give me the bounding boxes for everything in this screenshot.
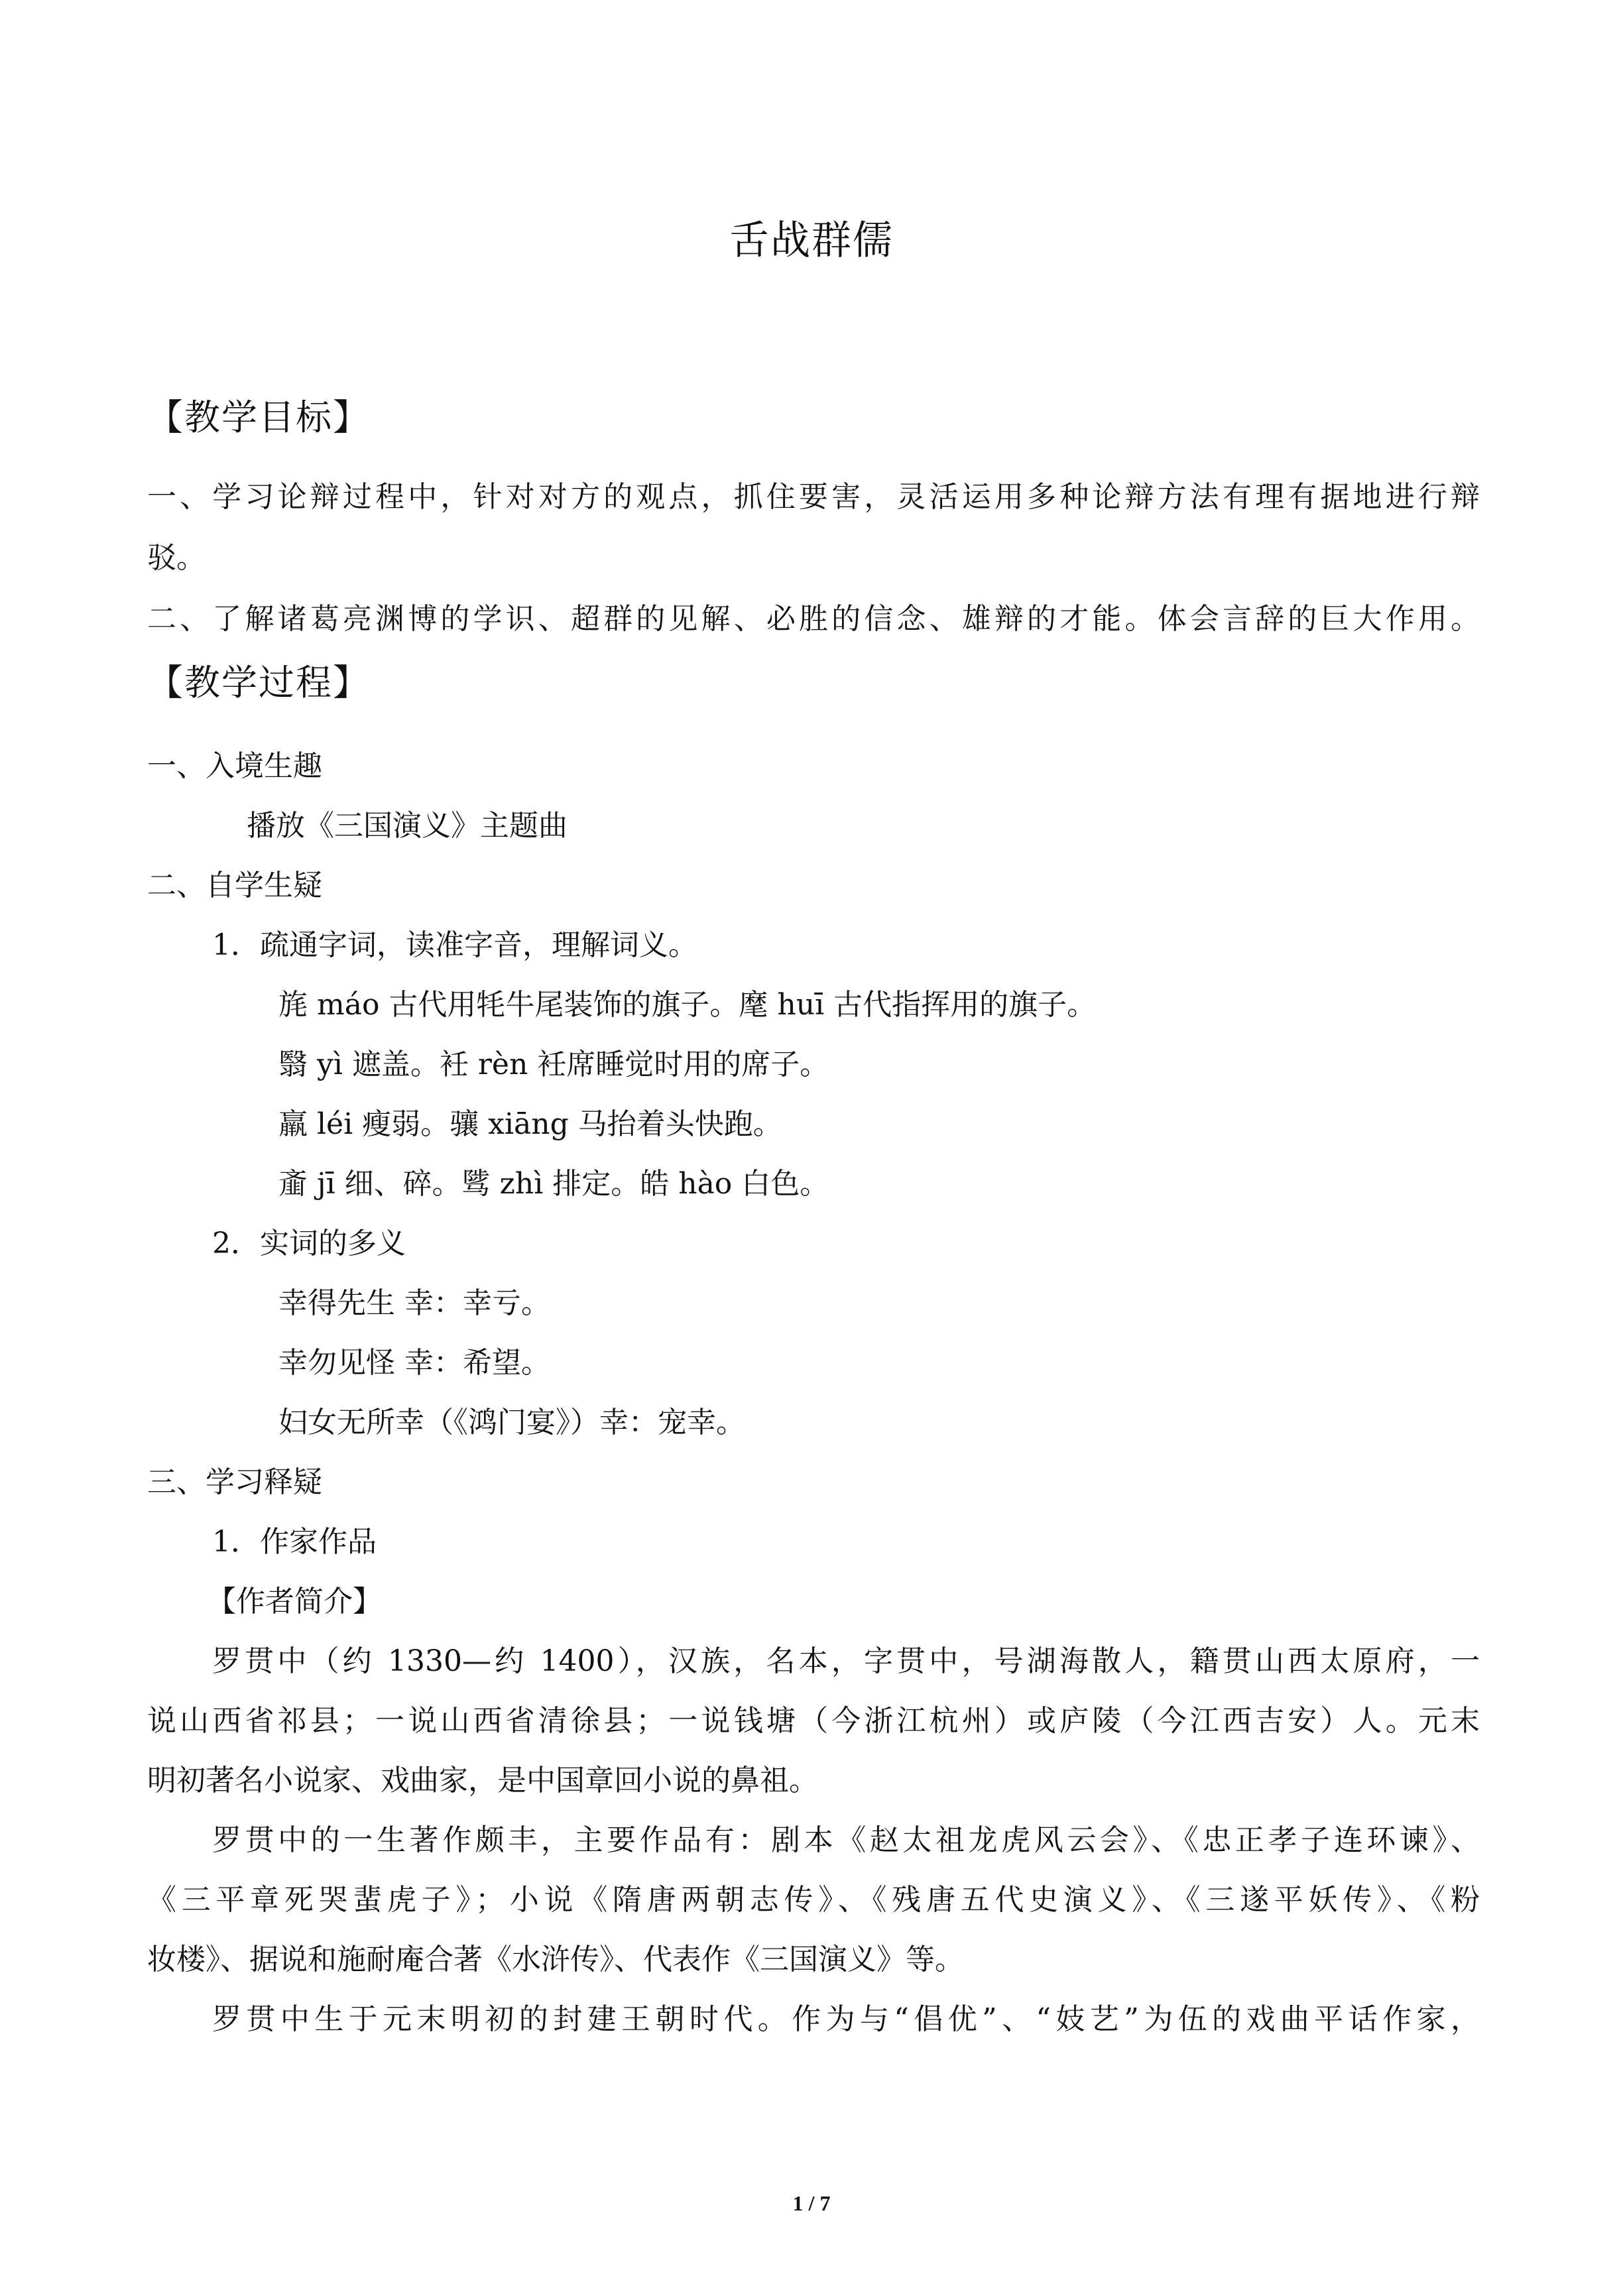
vocab-line: 羸 léi 瘦弱。骧 xiāng 马抬着头快跑。 xyxy=(278,1107,782,1141)
vocab-line: 旄 máo 古代用牦牛尾装饰的旗子。麾 huī 古代指挥用的旗子。 xyxy=(278,988,1097,1022)
author-paragraph-line: 罗贯中生于元末明初的封建王朝时代。作为与“倡优”、“妓艺”为伍的戏曲平话作家， xyxy=(212,2002,1480,2036)
page-number: 1 / 7 xyxy=(792,2191,831,2215)
author-heading: 【作者简介】 xyxy=(207,1585,382,1618)
meaning-line: 妇女无所幸（《鸿门宴》）幸：宠幸。 xyxy=(278,1406,745,1439)
meaning-line: 幸勿见怪 幸：希望。 xyxy=(278,1346,550,1380)
objectives-heading: 【教学目标】 xyxy=(147,396,370,438)
step-subtitle: 2．实词的多义 xyxy=(212,1227,406,1260)
author-paragraph-line: 罗贯中（约 1330—约 1400），汉族，名本，字贯中，号湖海散人，籍贯山西太原府，一 xyxy=(212,1644,1480,1678)
author-paragraph-line: 《三平章死哭蜚虎子》；小说《隋唐两朝志传》、《残唐五代史演义》、《三遂平妖传》、《粉 xyxy=(147,1883,1480,1917)
step-title: 二、自学生疑 xyxy=(147,869,322,902)
objective-line: 驳。 xyxy=(147,541,206,575)
step-subtitle: 1．疏通字词，读准字音，理解词义。 xyxy=(212,928,697,962)
author-paragraph-line: 明初著名小说家、戏曲家，是中国章回小说的鼻祖。 xyxy=(147,1764,818,1797)
objective-line: 一、学习论辩过程中，针对对方的观点，抓住要害，灵活运用多种论辩方法有理有据地进行辩 xyxy=(147,480,1480,514)
vocab-line: 齑 jī 细、碎。骘 zhì 排定。皓 hào 白色。 xyxy=(278,1167,829,1201)
vocab-line: 翳 yì 遮盖。衽 rèn 衽席睡觉时用的席子。 xyxy=(278,1048,829,1081)
author-paragraph-line: 罗贯中的一生著作颇丰，主要作品有：剧本《赵太祖龙虎风云会》、《忠正孝子连环谏》、 xyxy=(212,1823,1480,1857)
author-paragraph-line: 妆楼》、据说和施耐庵合著《水浒传》、代表作《三国演义》等。 xyxy=(147,1943,964,1976)
step-title: 一、入境生趣 xyxy=(147,749,322,783)
step-subtitle: 1．作家作品 xyxy=(212,1525,377,1559)
objective-line: 二、了解诸葛亮渊博的学识、超群的见解、必胜的信念、雄辩的才能。体会言辞的巨大作用。 xyxy=(147,602,1480,636)
step-title: 三、学习释疑 xyxy=(147,1465,322,1499)
process-heading: 【教学过程】 xyxy=(147,662,370,703)
step-text: 播放《三国演义》主题曲 xyxy=(247,809,568,843)
author-paragraph-line: 说山西省祁县；一说山西省清徐县；一说钱塘（今浙江杭州）或庐陵（今江西吉安）人。元末 xyxy=(147,1704,1480,1738)
meaning-line: 幸得先生 幸：幸亏。 xyxy=(278,1286,550,1320)
document-title: 舌战群儒 xyxy=(729,217,894,264)
